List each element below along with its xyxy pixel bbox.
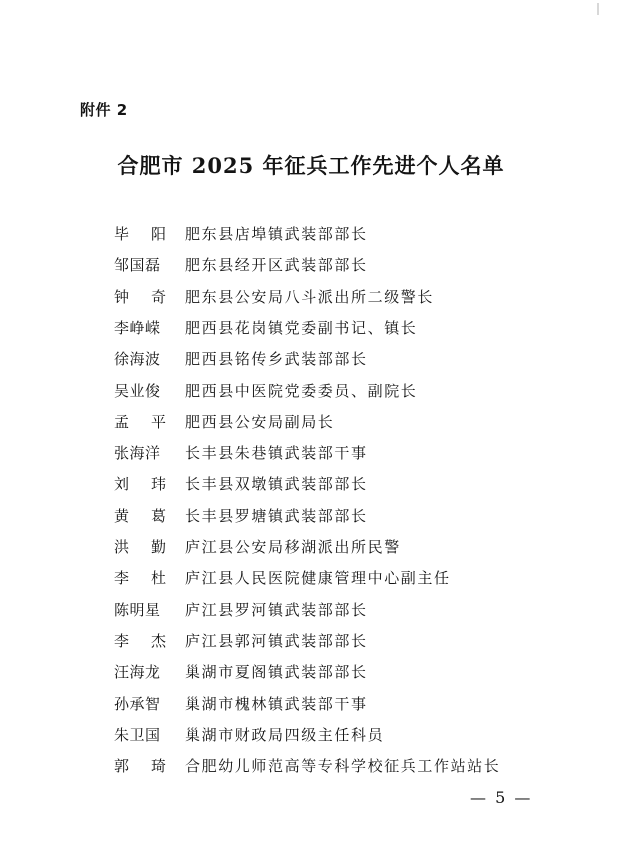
list-item <box>0 598 622 622</box>
person-position: 庐江县罗河镇武装部部长 <box>185 600 368 619</box>
person-position: 肥东县公安局八斗派出所二级警长 <box>185 287 435 306</box>
person-name: 洪勤 <box>114 538 189 556</box>
list-item <box>0 723 622 747</box>
list-item <box>0 754 622 778</box>
person-position: 巢湖市财政局四级主任科员 <box>185 725 385 744</box>
person-position: 庐江县公安局移湖派出所民警 <box>185 538 401 556</box>
person-name: 陈明星 <box>114 600 161 619</box>
list-item <box>0 566 622 590</box>
document-title: 合肥市 2025 年征兵工作先进个人名单 <box>117 153 505 178</box>
list-item <box>0 441 622 465</box>
person-name: 郭琦 <box>114 757 189 776</box>
person-name: 徐海波 <box>114 350 161 369</box>
person-name: 毕阳 <box>114 225 189 243</box>
list-item <box>0 660 622 684</box>
person-position: 庐江县郭河镇武装部部长 <box>185 631 368 650</box>
list-item <box>0 379 622 403</box>
page-number: — 5 — <box>470 788 533 807</box>
person-position: 肥西县公安局副局长 <box>185 412 335 431</box>
scan-mark <box>597 3 599 15</box>
person-position: 肥西县花岗镇党委副书记、镇长 <box>185 318 418 337</box>
person-name: 朱卫国 <box>114 725 161 744</box>
person-name: 吴业俊 <box>114 381 161 400</box>
person-name: 孟平 <box>114 412 189 431</box>
list-item <box>0 347 622 371</box>
person-position: 合肥幼儿师范高等专科学校征兵工作站站长 <box>185 757 501 776</box>
person-position: 肥西县中医院党委委员、副院长 <box>185 381 418 400</box>
person-name: 钟奇 <box>114 287 189 306</box>
person-name: 邹国磊 <box>114 256 161 275</box>
list-item <box>0 410 622 434</box>
list-item <box>0 472 622 496</box>
person-name: 黄葛 <box>114 506 189 525</box>
person-name: 刘玮 <box>114 475 189 494</box>
person-position: 庐江县人民医院健康管理中心副主任 <box>185 569 451 588</box>
attachment-label: 附件 2 <box>80 101 128 119</box>
person-name: 汪海龙 <box>114 663 161 682</box>
person-name: 李杰 <box>114 631 189 650</box>
list-item <box>0 285 622 309</box>
person-position: 肥东县经开区武装部部长 <box>185 256 368 275</box>
person-position: 长丰县朱巷镇武装部干事 <box>185 444 368 463</box>
person-name: 李杜 <box>114 569 189 588</box>
list-item <box>0 253 622 277</box>
person-name: 孙承智 <box>114 694 161 713</box>
person-position: 长丰县双墩镇武装部部长 <box>185 475 368 494</box>
list-item <box>0 504 622 528</box>
person-position: 长丰县罗塘镇武装部部长 <box>185 506 368 525</box>
list-item <box>0 535 622 559</box>
person-position: 肥西县铭传乡武装部部长 <box>185 350 368 369</box>
person-position: 肥东县店埠镇武装部部长 <box>185 225 368 243</box>
person-name: 张海洋 <box>114 444 161 463</box>
list-item <box>0 692 622 716</box>
person-position: 巢湖市槐林镇武装部干事 <box>185 694 368 713</box>
list-item <box>0 629 622 653</box>
list-item <box>0 222 622 246</box>
person-name: 李峥嵘 <box>114 318 161 337</box>
person-position: 巢湖市夏阁镇武装部部长 <box>185 663 368 682</box>
list-item <box>0 316 622 340</box>
